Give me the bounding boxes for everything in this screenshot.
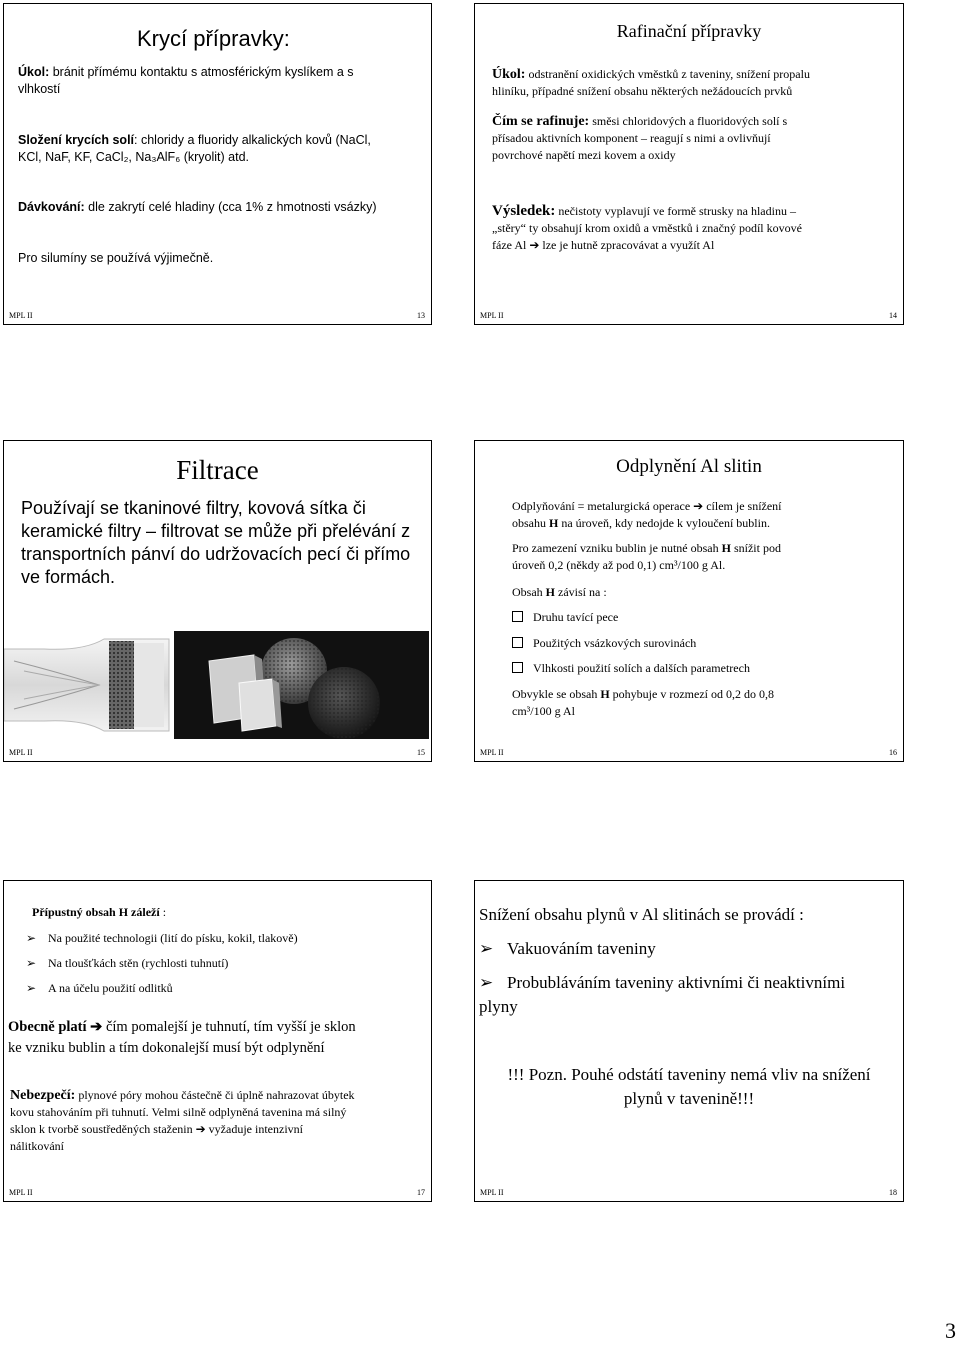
slide-footer: MPL II 18 [480, 1188, 897, 1197]
arrowhead-bullet-icon: ➢ [479, 939, 494, 958]
obsah-paragraph: Obsah H závisí na : [512, 585, 607, 599]
snizeni-heading: Snížení obsahu plynů v Al slitinách se provádí : [479, 905, 804, 924]
zamezeni-paragraph: Pro zamezení vzniku bublin je nutné obsah H snížit pod úroveň 0,2 (někdy až pod 0,1) cm³/100 g Al. [512, 541, 781, 572]
list-item: Druhu tavící pece [512, 609, 618, 626]
list-item: Vlhkosti použití solích a dalších parametrech [512, 660, 750, 677]
list-item: ➢ Na tloušťkách stěn (rychlosti tuhnutí) [26, 956, 229, 970]
nebezpeci-paragraph: Nebezpečí: plynové póry mohou částečně či úplně nahrazovat úbytek kovu stahováním při tuhnutí. Velmi silně odplyněná tavenina má silný sklon k tvorbě soustředěných staženin ➔ vyžaduje intenzivní nálitkování [10, 1088, 355, 1153]
slide-16 [474, 440, 904, 762]
checkbox-bullet-icon [512, 611, 523, 622]
slozeni-paragraph: Složení krycích solí: chloridy a fluoridy alkalických kovů (NaCl, KCl, NaF, KF, CaCl₂, Na₃AlF₆ (kryolit) atd. [18, 133, 371, 164]
filtrace-text: Používají se tkaninové filtry, kovová sítka či keramické filtry – filtrovat se může při přelévání z transportních pánví do udržovacích pecí či přímo ve formách. [21, 498, 411, 587]
slide-footer: MPL II 15 [9, 748, 425, 757]
ceramic-filters-illustration [4, 631, 429, 739]
slide-15 [3, 440, 432, 762]
checkbox-bullet-icon [512, 637, 523, 648]
slide-17 [3, 880, 432, 1202]
page-number: 3 [945, 1318, 956, 1343]
arrowhead-bullet-icon: ➢ [26, 956, 37, 970]
slide-title: Filtrace [176, 455, 259, 485]
list-item: ➢ Vakuováním taveniny [479, 937, 656, 961]
ukol-paragraph: Úkol: bránit přímému kontaktu s atmosférickým kyslíkem a s vlhkostí [18, 65, 354, 96]
siluminy-note: Pro silumíny se používá výjimečně. [18, 251, 214, 265]
slide-footer: MPL II 17 [9, 1188, 425, 1197]
arrowhead-bullet-icon: ➢ [479, 973, 494, 992]
slide-footer: MPL II 14 [480, 311, 897, 320]
list-item: Použitých vsázkových surovinách [512, 635, 696, 652]
ukol-paragraph: Úkol: odstranění oxidických vměstků z taveniny, snížení propalu hliníku, případné snížení obsahu některých nežádoucích prvků [492, 67, 810, 98]
slide-footer: MPL II 16 [480, 748, 897, 757]
slide-14 [474, 3, 904, 325]
checkbox-bullet-icon [512, 662, 523, 673]
arrowhead-bullet-icon: ➢ [26, 931, 37, 945]
odplynovani-paragraph: Odplyňování = metalurgická operace ➔ cílem je snížení obsahu H na úroveň, kdy nedojde k vyloučení bublin. [512, 499, 782, 530]
pripustny-heading: Přípustný obsah H záleží : [32, 905, 167, 919]
slide-footer: MPL II 13 [9, 311, 425, 320]
cim-paragraph: Čím se rafinuje: směsi chloridových a fluoridových solí s přísadou aktivních komponent – reagují s nimi a ovlivňují povrchové napětí mezi kovem a oxidy [492, 114, 788, 162]
vysledek-paragraph: Výsledek: nečistoty vyplavují ve formě strusky na hladinu – „stěry“ ty obsahují krom oxidů a vměstků i značný podíl kovové fáze Al ➔ lze je hutně zpracovávat a využít Al [492, 203, 802, 252]
slide-title: Krycí přípravky: [137, 26, 290, 51]
davkovani-paragraph: Dávkování: dle zakrytí celé hladiny (cca 1% z hmotnosti vsázky) [18, 200, 377, 214]
obecne-paragraph: Obecně platí ➔ čím pomalejší je tuhnutí, tím vyšší je sklon ke vzniku bublin a tím dokonalejší musí být odplynění [8, 1019, 356, 1056]
list-item: ➢ A na účelu použití odlitků [26, 981, 173, 995]
pozn-note: !!! Pozn. Pouhé odstátí taveniny nemá vliv na snížení plynů v tavenině!!! [507, 1065, 871, 1108]
arrowhead-bullet-icon: ➢ [26, 981, 37, 995]
slide-18 [474, 880, 904, 1202]
slide-title: Rafinační přípravky [616, 21, 762, 41]
list-item: ➢ Probubláváním taveniny aktivními či neaktivními plyny [479, 973, 846, 1016]
obvykle-paragraph: Obvykle se obsah H pohybuje v rozmezí od 0,2 do 0,8 cm³/100 g Al [512, 687, 774, 718]
list-item: ➢ Na použité technologii (lití do písku, kokil, tlakově) [26, 931, 298, 945]
slide-13 [3, 3, 432, 325]
slide-title: Odplynění Al slitin [616, 456, 762, 477]
